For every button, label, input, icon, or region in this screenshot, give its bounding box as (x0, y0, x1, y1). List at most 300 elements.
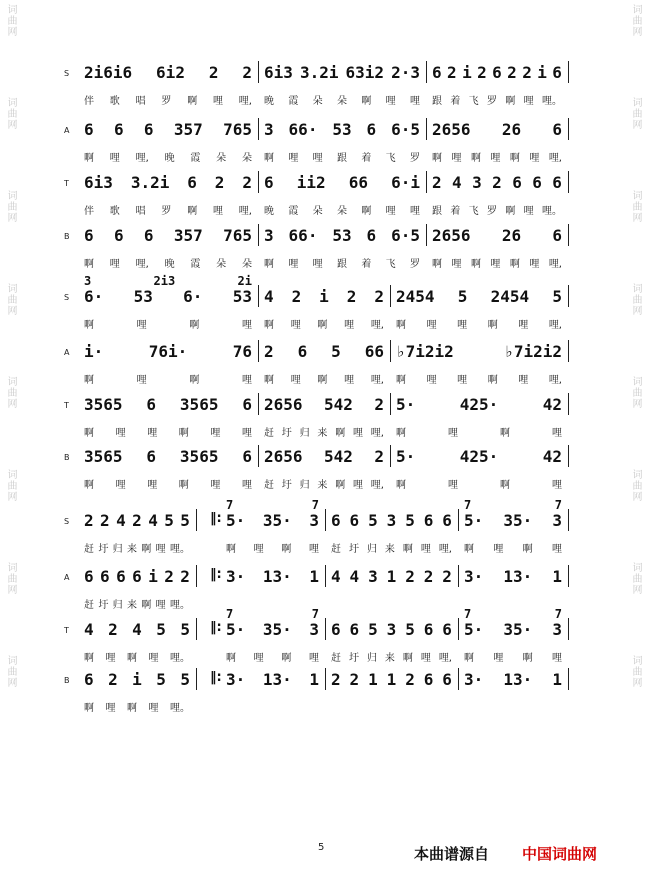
note: 4 (452, 173, 462, 192)
lyric-syllable: 哩。 (541, 96, 562, 107)
note: 3 (386, 620, 397, 639)
lyric-syllable: 来 (126, 600, 137, 611)
note: 2 (492, 173, 502, 192)
lyric-syllable: 哩 (210, 428, 221, 439)
lyric-syllable: 啊 (317, 320, 328, 331)
part-label-t: T (64, 401, 69, 410)
note: 2 (132, 511, 142, 530)
lyric-row (331, 540, 452, 555)
lyric-syllable: 赶 (331, 544, 341, 555)
note-row (264, 63, 420, 82)
note: 3565 (84, 395, 123, 414)
note: 3 (309, 511, 319, 530)
upper-note-row (84, 274, 252, 288)
note: 6 (187, 173, 197, 192)
lyric-syllable: 哩 (451, 153, 462, 164)
part-label-s: S (64, 69, 70, 78)
note: 6 (552, 173, 562, 192)
lyric-syllable: 圩 (98, 544, 109, 555)
note: 6 (143, 226, 154, 245)
note: 6 (442, 511, 452, 530)
barline (258, 445, 259, 467)
lyric-syllable: 啊 (396, 375, 406, 386)
lyric-syllable: 跟 (336, 153, 347, 164)
lyric-syllable: 啊 (487, 375, 498, 386)
note: 6 (100, 567, 110, 586)
lyric-row (264, 149, 420, 164)
lyric-syllable: 哩, (548, 375, 562, 386)
note: ♭7i2i2 (504, 342, 562, 361)
part-label-t: T (64, 179, 69, 188)
upper-note: 7 (464, 498, 472, 512)
note-row (264, 342, 384, 361)
note: 3.2i (130, 173, 170, 192)
barline (568, 509, 569, 531)
note: 3· (464, 670, 484, 689)
lyric-row (264, 255, 420, 270)
note-row (432, 63, 562, 82)
lyric-syllable: 啊 (432, 153, 442, 164)
source-site-link[interactable]: 中国词曲网 (522, 845, 598, 863)
note: 5 (156, 620, 166, 639)
lyric-syllable: 啊 (127, 653, 137, 664)
lyric-syllable: 啊 (500, 428, 510, 439)
lyric-row (396, 476, 562, 491)
note: 542 (323, 395, 353, 414)
note: 3 (552, 620, 562, 639)
watermark-right (628, 0, 642, 891)
lyric-syllable: 晚 (264, 206, 274, 217)
note: 5 (180, 511, 190, 530)
barline (325, 668, 326, 690)
lyric-syllable: 哩 (426, 320, 437, 331)
lyric-syllable: 啊 (396, 428, 406, 439)
note: 2 (346, 287, 357, 306)
note: 2 (423, 567, 434, 586)
lyric-syllable: 哩 (105, 703, 116, 714)
part-label-b: B (64, 453, 70, 462)
note: 4 (132, 620, 142, 639)
lyric-syllable: 哩。 (169, 544, 190, 555)
note: 6 (423, 511, 434, 530)
lyric-row (432, 149, 562, 164)
lyric-row (464, 649, 562, 664)
lyric-row (84, 92, 252, 107)
note: 6 (84, 670, 94, 689)
note: 6 (349, 620, 360, 639)
lyric-syllable: 啊 (141, 544, 152, 555)
note-row (84, 120, 252, 139)
upper-note-row (464, 607, 562, 621)
lyric-syllable: 哩 (148, 653, 159, 664)
lyric-row (432, 92, 562, 107)
part-label-t: T (64, 626, 69, 635)
note: 2 (374, 447, 384, 466)
lyric-syllable: 哩, (135, 259, 149, 270)
note: 2 (108, 670, 118, 689)
note: 6 (132, 567, 142, 586)
lyric-syllable: 罗 (161, 96, 172, 107)
note-row (331, 620, 452, 639)
lyric-syllable: 哩 (210, 480, 221, 491)
note-row (396, 395, 562, 414)
lyric-syllable: 啊 (402, 544, 413, 555)
lyric-syllable: 哩 (155, 600, 166, 611)
lyric-syllable: 归 (366, 653, 377, 664)
lyric-syllable: 哩 (344, 375, 355, 386)
note: 66· (288, 226, 318, 245)
lyric-syllable: 哩 (109, 153, 120, 164)
lyric-syllable: 哩 (312, 153, 323, 164)
lyric-syllable: 啊 (187, 96, 198, 107)
barline (568, 393, 569, 415)
lyric-syllable: 朵 (336, 206, 347, 217)
lyric-row (84, 371, 252, 386)
note: 765 (223, 120, 252, 139)
note: 6 (113, 120, 124, 139)
note: 5· (396, 395, 416, 414)
lyric-syllable: 哩 (493, 544, 504, 555)
lyric-syllable: 啊 (84, 153, 94, 164)
lyric-syllable: 啊 (281, 544, 292, 555)
lyric-row (84, 699, 190, 714)
note: 2 (214, 173, 225, 192)
barline (390, 445, 391, 467)
part-label-a: A (64, 348, 70, 357)
lyric-row (84, 424, 252, 439)
lyric-syllable: 啊 (335, 428, 346, 439)
lyric-syllable: 哩, (370, 375, 384, 386)
barline (568, 668, 569, 690)
note: 542 (323, 447, 353, 466)
lyric-row (84, 255, 252, 270)
barline (568, 445, 569, 467)
note: 53 (332, 120, 352, 139)
note-row (464, 567, 562, 586)
note: 2 (100, 511, 110, 530)
lyric-syllable: 哩 (409, 206, 420, 217)
lyric-syllable: 哩 (253, 653, 264, 664)
note: 6 (264, 173, 274, 192)
note-row (331, 567, 452, 586)
lyric-row (464, 540, 562, 555)
note-row (331, 670, 452, 689)
note: 2656 (264, 447, 303, 466)
barline (390, 393, 391, 415)
lyric-syllable: 歌 (109, 96, 120, 107)
part-label-a: A (64, 573, 70, 582)
lyric-row (396, 371, 562, 386)
note: 6 (297, 342, 308, 361)
upper-note: 7 (226, 607, 234, 621)
note: 66· (288, 120, 318, 139)
note: 2 (164, 567, 174, 586)
barline (196, 618, 197, 640)
note: 3 (552, 511, 562, 530)
note: 76i· (148, 342, 188, 361)
note-row (84, 395, 252, 414)
lyric-syllable: 飞 (385, 153, 396, 164)
lyric-syllable: 哩 (136, 320, 147, 331)
note: 3565 (179, 395, 219, 414)
lyric-syllable: 啊 (317, 375, 328, 386)
lyric-syllable: 哩 (241, 375, 252, 386)
note: 5· (226, 511, 246, 530)
lyric-syllable: 啊 (264, 375, 274, 386)
lyric-syllable: 啊 (487, 320, 498, 331)
lyric-syllable: 罗 (486, 206, 497, 217)
note: 5 (368, 620, 378, 639)
lyric-syllable: 朵 (241, 259, 252, 270)
note: i (148, 567, 158, 586)
lyric-syllable: 哩, (238, 206, 252, 217)
part-label-b: B (64, 676, 70, 685)
note: 1 (386, 567, 397, 586)
note: 35· (503, 620, 533, 639)
upper-note: 7 (311, 498, 319, 512)
lyric-syllable: 哩, (548, 259, 562, 270)
lyric-syllable: 啊 (84, 653, 94, 664)
note: 357 (173, 226, 203, 245)
lyric-syllable: 哩 (493, 653, 504, 664)
note: 13· (262, 567, 292, 586)
note: 2 (447, 63, 457, 82)
repeat-sign: ‖: (210, 511, 222, 526)
lyric-syllable: 伴 (84, 96, 94, 107)
note-row (84, 287, 252, 306)
lyric-syllable: 哩 (290, 320, 301, 331)
note: 3565 (84, 447, 123, 466)
lyric-syllable: 归 (112, 600, 123, 611)
barline (458, 565, 459, 587)
note: 3 (264, 120, 274, 139)
note: 3 (368, 567, 378, 586)
barline (258, 61, 259, 83)
lyric-syllable: 赶 (331, 653, 341, 664)
note: 3 (386, 511, 397, 530)
lyric-row (432, 202, 562, 217)
barline (458, 618, 459, 640)
lyric-syllable: 啊 (432, 259, 442, 270)
note: 53 (232, 287, 252, 306)
note: 6 (512, 173, 522, 192)
lyric-row (84, 540, 190, 555)
note: 6 (423, 670, 434, 689)
lyric-syllable: 啊 (464, 544, 474, 555)
lyric-syllable: 哩 (241, 428, 252, 439)
barline (568, 618, 569, 640)
part-label-a: A (64, 126, 70, 135)
barline (568, 224, 569, 246)
note: 5 (368, 511, 378, 530)
upper-note: 2i3 (153, 274, 176, 288)
note-row (84, 447, 252, 466)
upper-note: 7 (554, 607, 562, 621)
note: 3 (264, 226, 274, 245)
lyric-syllable: 圩 (281, 480, 292, 491)
source-label: 本曲谱源自 (414, 845, 490, 863)
note: i· (84, 342, 104, 361)
lyric-syllable: 啊 (264, 153, 274, 164)
lyric-syllable: 啊 (264, 259, 274, 270)
watermark-text: 词曲网 (5, 283, 16, 316)
lyric-syllable: 啊 (178, 480, 189, 491)
note: 6 (146, 447, 157, 466)
lyric-syllable: 霞 (190, 153, 201, 164)
lyric-row (264, 476, 384, 491)
note: 2 (522, 63, 532, 82)
note: 1 (309, 567, 319, 586)
lyric-syllable: 哩 (241, 320, 252, 331)
barline (390, 340, 391, 362)
lyric-syllable: 哩 (212, 96, 223, 107)
note: 6 (552, 63, 562, 82)
note: 42 (542, 447, 562, 466)
note: 6 (442, 670, 452, 689)
note: 3 (309, 620, 319, 639)
lyric-row (226, 649, 319, 664)
note: 6i3 (264, 63, 293, 82)
watermark-text: 词曲网 (5, 97, 16, 130)
lyric-syllable: 哩 (552, 480, 562, 491)
lyric-syllable: 哩。 (169, 600, 190, 611)
lyric-syllable: 哩 (148, 703, 159, 714)
note-row (226, 567, 319, 586)
lyric-syllable: 啊 (470, 259, 481, 270)
lyric-syllable: 啊 (396, 320, 406, 331)
lyric-syllable: 歌 (109, 206, 120, 217)
note: 1 (368, 670, 378, 689)
note: 35· (262, 511, 292, 530)
note: 6 (84, 567, 94, 586)
lyric-syllable: 飞 (385, 259, 396, 270)
barline (568, 565, 569, 587)
lyric-row (84, 649, 190, 664)
watermark-text: 词曲网 (5, 190, 16, 223)
lyric-syllable: 圩 (348, 653, 359, 664)
note: 1 (552, 567, 562, 586)
watermark-text: 词曲网 (5, 469, 16, 502)
note-row (84, 342, 252, 361)
note: 2 (442, 567, 452, 586)
note: 5 (164, 511, 174, 530)
lyric-syllable: 朵 (312, 206, 323, 217)
lyric-syllable: 哩 (288, 153, 299, 164)
note-row (396, 342, 562, 361)
note-row (226, 511, 319, 530)
lyric-syllable: 哩, (438, 544, 452, 555)
note-row (396, 287, 562, 306)
lyric-row (226, 540, 319, 555)
note: 5 (405, 620, 415, 639)
lyric-row (84, 202, 252, 217)
lyric-syllable: 霞 (190, 259, 201, 270)
barline (568, 118, 569, 140)
note: 4 (84, 620, 94, 639)
barline (325, 509, 326, 531)
lyric-syllable: 罗 (486, 96, 497, 107)
barline (568, 61, 569, 83)
lyric-syllable: 哩, (370, 428, 384, 439)
lyric-syllable: 啊 (522, 544, 533, 555)
barline (458, 509, 459, 531)
lyric-syllable: 哩 (552, 428, 562, 439)
note: 2 (507, 63, 517, 82)
note: 2 (432, 173, 442, 192)
note: 2 (477, 63, 487, 82)
note: i (462, 63, 472, 82)
lyric-syllable: 霞 (288, 96, 299, 107)
lyric-syllable: 哩 (420, 544, 431, 555)
note: 425· (459, 395, 499, 414)
note: 6 (349, 511, 360, 530)
lyric-syllable: 哩 (115, 480, 126, 491)
note: 5 (180, 620, 190, 639)
lyric-syllable: 赶 (84, 544, 94, 555)
lyric-syllable: 啊 (84, 375, 94, 386)
note: 66 (348, 173, 368, 192)
lyric-syllable: 赶 (264, 428, 274, 439)
lyric-syllable: 哩。 (541, 206, 562, 217)
lyric-syllable: 哩 (490, 259, 501, 270)
lyric-row (84, 596, 190, 611)
note: 2 (180, 567, 190, 586)
lyric-syllable: 啊 (509, 153, 520, 164)
barline (568, 340, 569, 362)
barline (426, 224, 427, 246)
lyric-row (264, 424, 384, 439)
note: 4 (116, 511, 126, 530)
note: 6 (366, 226, 377, 245)
lyric-syllable: 来 (317, 480, 328, 491)
lyric-row (396, 316, 562, 331)
lyric-syllable: 哩 (136, 375, 147, 386)
lyric-syllable: 啊 (264, 320, 274, 331)
lyric-syllable: 哩 (523, 96, 534, 107)
repeat-sign: ‖: (210, 620, 222, 635)
barline (196, 509, 197, 531)
note: 6 (432, 63, 442, 82)
lyric-syllable: 啊 (84, 320, 94, 331)
note: 4 (264, 287, 274, 306)
note: 5· (464, 511, 484, 530)
note: 2656 (432, 226, 471, 245)
lyric-syllable: 啊 (396, 480, 406, 491)
note: 6 (532, 173, 542, 192)
lyric-syllable: 唱 (135, 96, 146, 107)
note: 35· (262, 620, 292, 639)
note-row (264, 447, 384, 466)
barline (258, 340, 259, 362)
note: 2 (208, 63, 219, 82)
lyric-syllable: 啊 (84, 428, 94, 439)
note: i (132, 670, 142, 689)
lyric-syllable: 哩 (518, 375, 529, 386)
lyric-syllable: 啊 (335, 480, 346, 491)
lyric-syllable: 哩 (290, 375, 301, 386)
note: 4 (349, 567, 360, 586)
watermark-text: 词曲网 (630, 283, 641, 316)
lyric-syllable: 赶 (264, 480, 274, 491)
upper-note-row (464, 498, 562, 512)
note-row (396, 447, 562, 466)
note: 35· (503, 511, 533, 530)
lyric-syllable: 啊 (189, 320, 200, 331)
note: 6 (423, 620, 434, 639)
lyric-syllable: 哩 (451, 259, 462, 270)
note: 13· (503, 670, 533, 689)
lyric-syllable: 哩 (529, 259, 540, 270)
